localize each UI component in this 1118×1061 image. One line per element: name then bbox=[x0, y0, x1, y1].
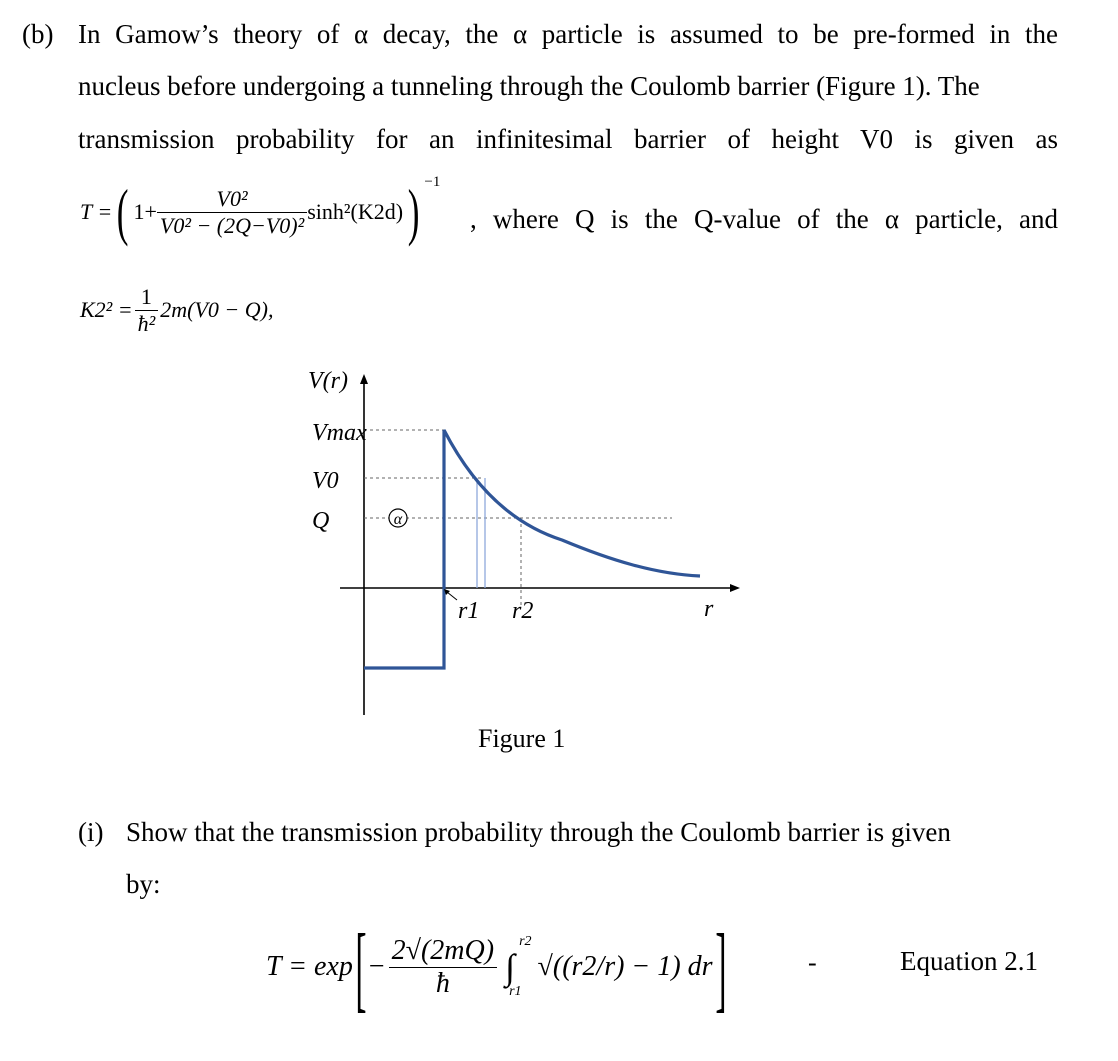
equation-dash: - bbox=[808, 948, 817, 977]
part-i-line-2: by: bbox=[126, 869, 161, 899]
v0-label: V0 bbox=[312, 468, 339, 494]
eq-lhs: T = exp bbox=[266, 951, 353, 982]
k-denominator: ħ² bbox=[137, 310, 156, 336]
problem-line-3: transmission probability for an infinitesimal barrier of height V0 is given as bbox=[78, 124, 1058, 154]
part-i-line-1: Show that the transmission probability through the Coulomb barrier is given bbox=[126, 817, 951, 847]
part-label: (b) bbox=[22, 19, 54, 49]
vmax-label: Vmax bbox=[312, 420, 367, 446]
integral-sign: ∫ bbox=[505, 947, 515, 987]
eq-denominator: ħ bbox=[435, 967, 450, 999]
figure-caption: Figure 1 bbox=[478, 724, 566, 753]
eq-integrand: √((r2/r) − 1) dr bbox=[537, 951, 713, 982]
problem-line-1: In Gamow’s theory of α decay, the α particle is assumed to be pre-formed in the bbox=[78, 19, 1058, 49]
integral-upper: r2 bbox=[519, 934, 532, 949]
k-formula bbox=[80, 280, 273, 340]
formula-lhs: T = bbox=[80, 199, 113, 224]
fraction-numerator: V0² bbox=[157, 186, 307, 213]
fraction-denominator: V0² − (2Q−V0)² bbox=[159, 212, 305, 238]
eq-integral bbox=[505, 934, 531, 1000]
potential-curve bbox=[364, 430, 700, 668]
eq-right-bracket: ] bbox=[714, 913, 727, 1021]
equation-2-1 bbox=[266, 912, 729, 1022]
r1-label: r1 bbox=[458, 598, 480, 624]
r2-label: r2 bbox=[512, 598, 534, 624]
alpha-particle-label: α bbox=[393, 511, 403, 528]
y-axis-label: V(r) bbox=[308, 368, 348, 394]
eq-minus: − bbox=[368, 951, 385, 982]
formula-sinh: sinh²(K2d) bbox=[307, 199, 404, 224]
after-formula-text: , where Q is the Q-value of the α particle, and bbox=[470, 204, 1058, 234]
equation-label: Equation 2.1 bbox=[900, 946, 1038, 976]
q-label: Q bbox=[312, 508, 330, 534]
left-paren: ( bbox=[116, 176, 129, 247]
k-fraction bbox=[135, 284, 159, 337]
x-axis-label: r bbox=[704, 596, 714, 622]
eq-numerator: 2√(2mQ) bbox=[389, 935, 497, 968]
y-axis-arrow bbox=[360, 374, 368, 384]
right-paren: ) bbox=[407, 176, 420, 247]
problem-line-2: nucleus before undergoing a tunneling through the Coulomb barrier (Figure 1). The bbox=[78, 71, 980, 101]
integral-lower: r1 bbox=[509, 984, 522, 999]
formula-fraction bbox=[157, 186, 307, 239]
formula-exponent: −1 bbox=[424, 174, 441, 190]
x-axis-arrow bbox=[730, 584, 740, 592]
k-rest: 2m(V0 − Q), bbox=[160, 297, 274, 322]
k-numerator: 1 bbox=[135, 284, 159, 311]
r1-pointer bbox=[447, 592, 457, 600]
transmission-formula bbox=[80, 170, 440, 254]
k-lhs: K2² = bbox=[80, 297, 133, 322]
eq-fraction bbox=[389, 935, 497, 1000]
part-i-label: (i) bbox=[78, 817, 104, 847]
formula-one-plus: 1+ bbox=[133, 199, 157, 224]
eq-left-bracket: [ bbox=[355, 913, 367, 1021]
potential-figure bbox=[300, 360, 760, 720]
